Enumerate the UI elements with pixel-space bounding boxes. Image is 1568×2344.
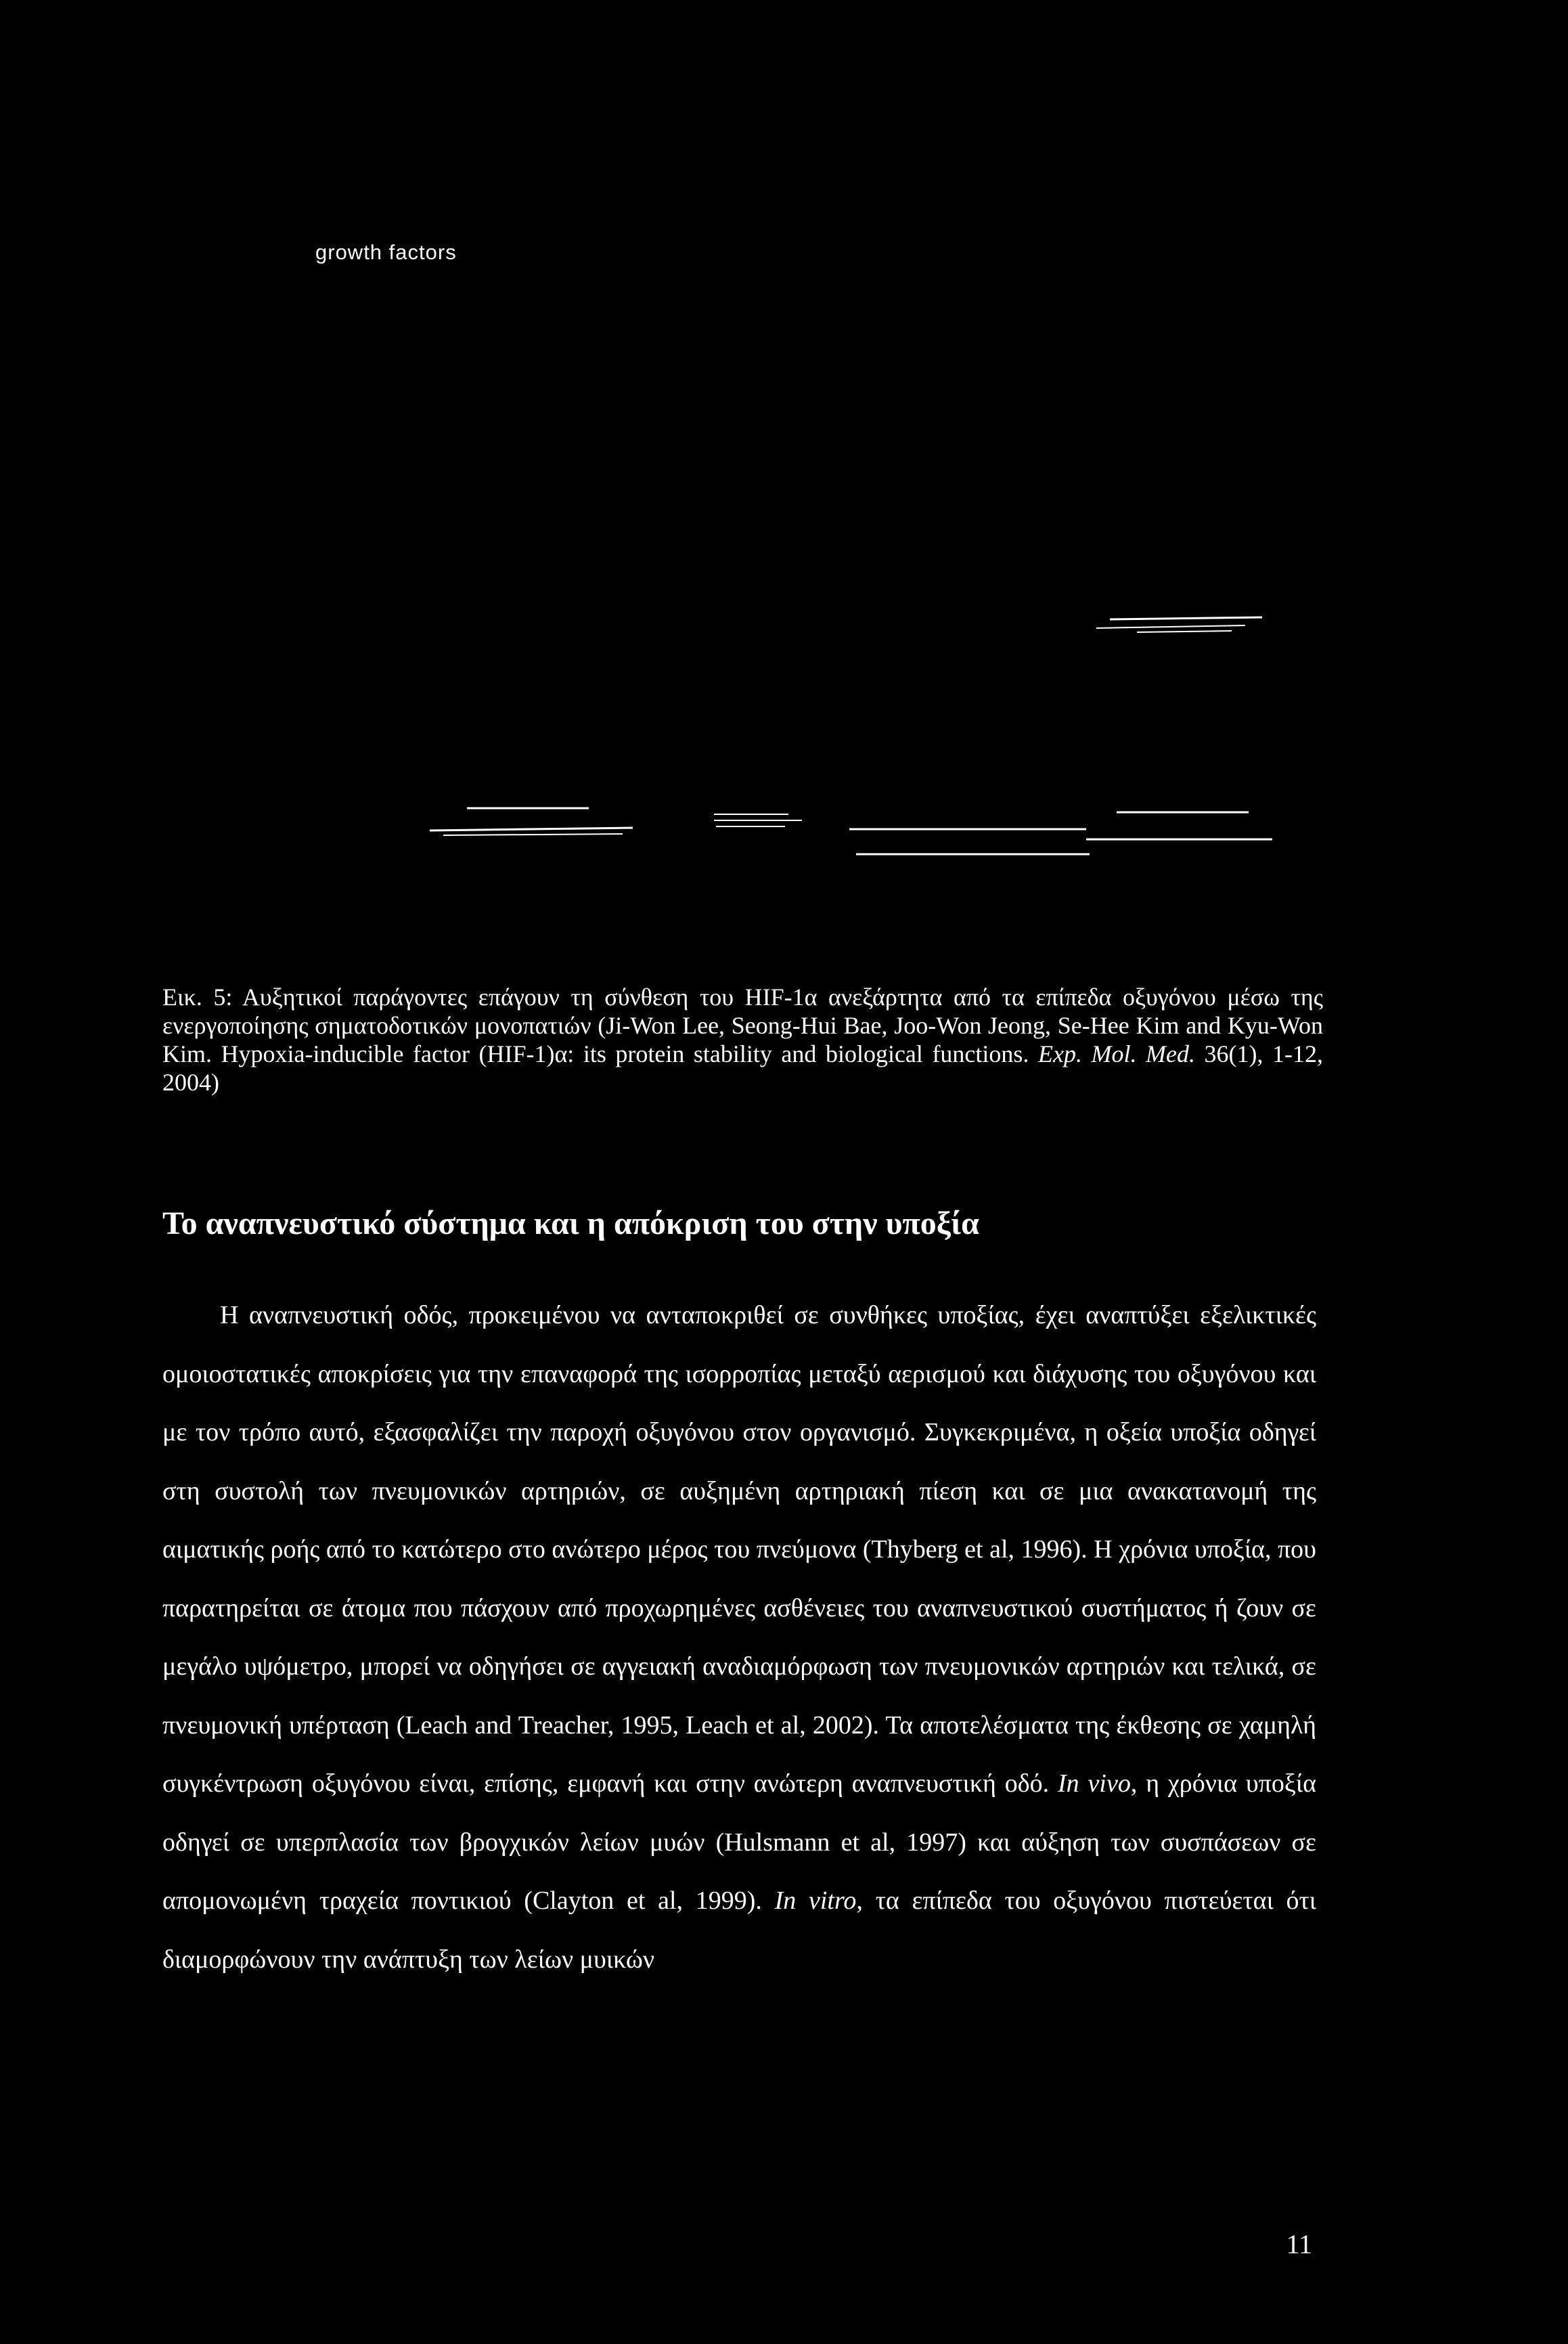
figure-line [443,834,623,835]
figure-line [1096,625,1245,628]
body-part-1: Η αναπνευστική οδός, προκειμένου να ανταποκριθεί σε συνθήκες υποξίας, έχει αναπτύξει εξελικτικές ομοιοστατικές αποκρίσεις για την επαναφορά της ισορροπίας μεταξύ αερισμού και διάχυσης του οξυγόνου και με τον τρόπο αυτό, εξασφαλίζει την παροχή οξυγόνου στον οργανισμό. Συγκεκριμένα, η οξεία υποξία οδηγεί στη συστολή των πνευμονικών αρτηριών, σε αυξημένη αρτηριακή πίεση και σε μια ανακατανομή της αιματικής ροής από το κατώτερο στο ανώτερο μέρος του πνεύμονα (Thyberg et al, 1996). Η χρόνια υποξία, που παρατηρείται σε άτομα που πάσχουν από προχωρημένες ασθένειες του αναπνευστικού συστήματος ή ζουν σε μεγάλο υψόμετρο, μπορεί να οδηγήσει σε αγγειακή αναδιαμόρφωση των πνευμονικών αρτηριών και τελικά, σε πνευμονική υπέρταση (Leach and Treacher, 1995, Leach et al, 2002). Τα αποτελέσματα της έκθεσης σε χαμηλή συγκέντρωση οξυγόνου είναι, επίσης, εμφανή και στην ανώτερη αναπνευστική οδό. [162,1301,1316,1798]
body-part-3: , τα επίπεδα του οξυγόνου πιστεύεται ότι διαμορφώνουν την ανάπτυξη των λείων μυικών [162,1886,1317,1974]
body-in-vivo: In vivo [1058,1769,1131,1798]
caption-journal: Exp. Mol. Med. [1037,1040,1195,1067]
caption-prefix: Εικ. 5: [162,983,242,1011]
caption-text: Αυξητικοί παράγοντες επάγουν τη σύνθεση του HIF-1α ανεξάρτητα από τα επίπεδα οξυγόνου μέσω της ενεργοποίησης σηματοδοτικών μονοπατιών (Ji-Won Lee, Seong-Hui Bae, Joo-Won Jeong, Se-Hee Kim and Kyu-Won Kim. Hypoxia-inducible factor (HIF-1)α: its protein stability and biological functions. [162,983,1323,1067]
body-text [162,1286,1316,1989]
figure-line [430,828,633,831]
figure-label: growth factors [315,240,457,264]
figure-line [1110,617,1262,619]
caption-reference-tail: 36(1), 1-12, 2004) [162,1040,1324,1096]
body-in-vitro: In vitro [774,1886,857,1915]
body-paragraph [162,1286,1316,1989]
section-title: Το αναπνευστικό σύστημα και η απόκριση του στην υποξία [162,1206,979,1241]
body-part-2: , η χρόνια υποξία οδηγεί σε υπερπλασία των βρογχικών λείων μυών (Hulsmann et al, 1997) και αύξηση των συσπάσεων σε απομονωμένη τραχεία ποντικιού (Clayton et al, 1999). [162,1769,1316,1915]
page-number: 11 [1286,2229,1312,2259]
figure-line [1137,631,1232,632]
figure-residual-lines [0,0,1568,893]
figure-caption [162,983,1323,1097]
